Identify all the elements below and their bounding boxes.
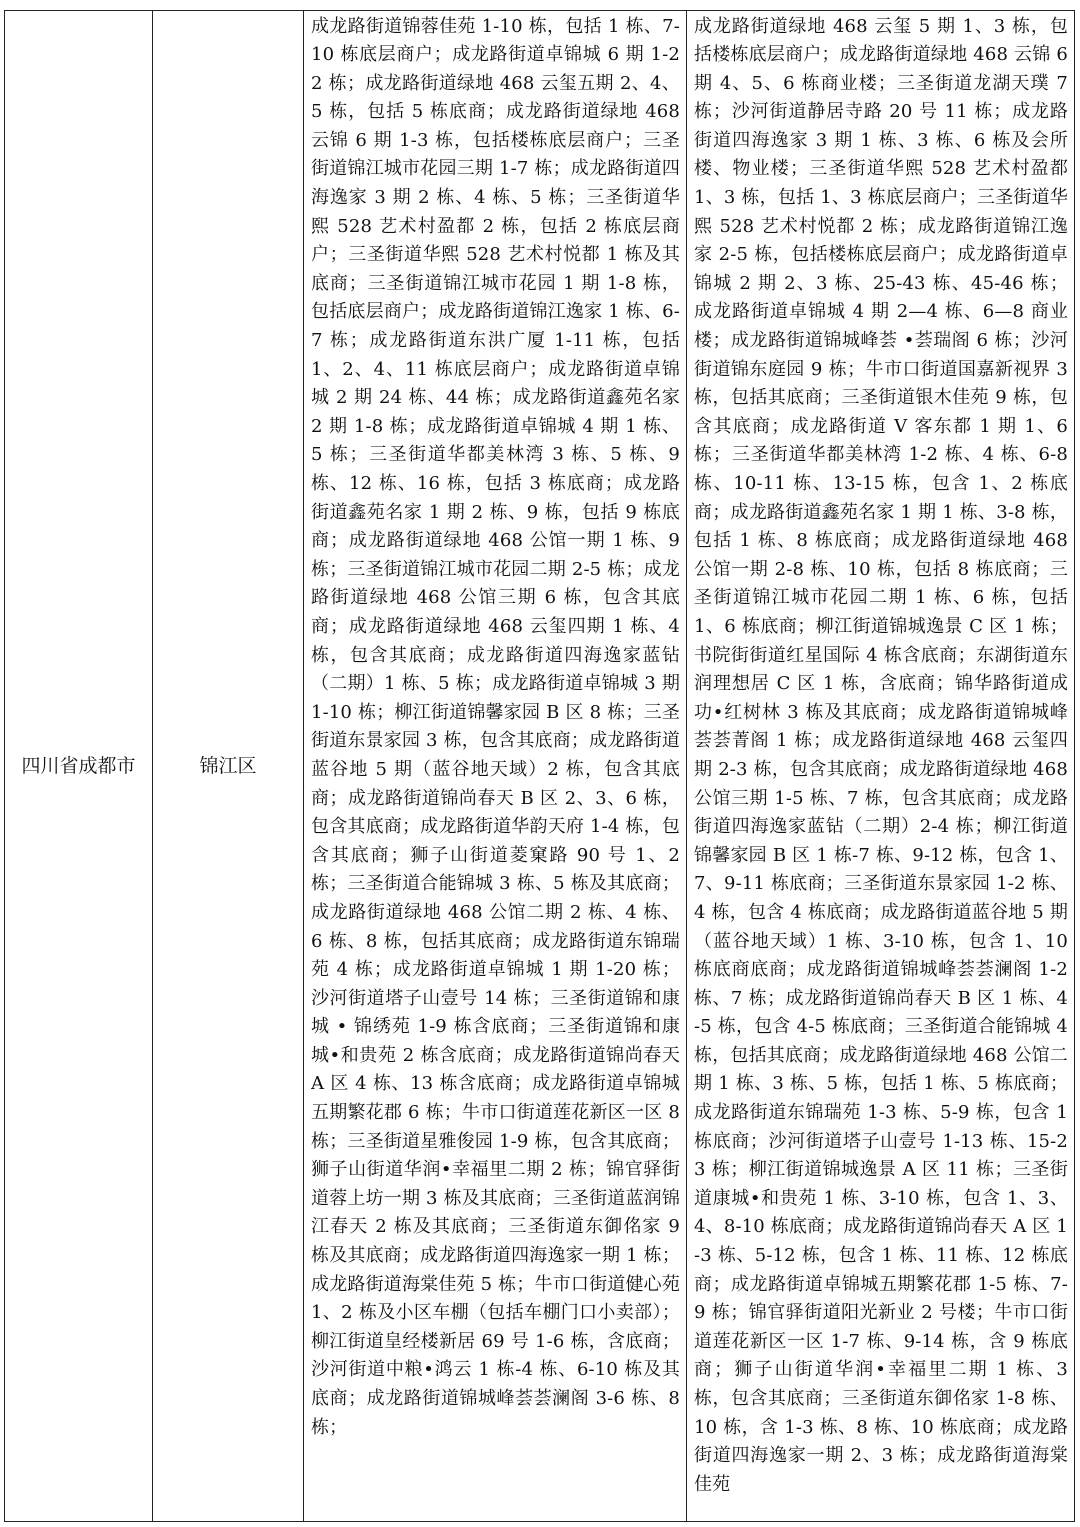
province-cell: [5, 11, 153, 1522]
province-label: 四川省成都市: [21, 755, 136, 777]
mid-risk-cell: [687, 11, 1075, 1522]
district-cell: [153, 11, 304, 1522]
mid-risk-area-list: 成龙路街道绿地 468 云玺 5 期 1、3 栋，包括楼栋底层商户；成龙路街道绿地 468 云锦 6 期 4、5、6 栋商业楼；三圣街道龙湖天璞 7 栋；沙河街道静居寺路 20 号 11 栋；成龙路街道四海逸家 3 期 1 栋、3 栋、6 栋及会所楼、物业楼；三圣街道华熙 528 艺术村盈都 1、3 栋，包括 1、3 栋底层商户；三圣街道华熙 528 艺术村悦都 2 栋；成龙路街道锦江逸家 2-5 栋，包括楼栋底层商户；成龙路街道卓锦城 2 期 2、3 栋、25-43 栋、45-46 栋；成龙路街道卓锦城 4 期 2—4 栋、6—8 商业楼；成龙路街道锦城峰荟 •荟瑞阁 6 栋；沙河街道锦东庭园 9 栋；牛市口街道国嘉新视界 3 栋，包括其底商；三圣街道银木佳苑 9 栋，包含其底商；成龙路街道 V 客东都 1 期 1、6 栋；三圣街道华都美林湾 1-2 栋、4 栋、6-8 栋、10-11 栋、13-15 栋，包含 1、2 栋底商；成龙路街道鑫苑名家 1 期 1 栋、3-8 栋，包括 1 栋、8 栋底商；成龙路街道绿地 468 公馆一期 2-8 栋、10 栋，包括 8 栋底商；三圣街道锦江城市花园二期 1 栋、6 栋，包括 1、6 栋底商；柳江街道锦城逸景 C 区 1 栋；书院街街道红星国际 4 栋含底商；东湖街道东润理想居 C 区 1 栋，含底商；锦华路街道成功•红树林 3 栋及其底商；成龙路街道锦城峰荟荟菁阁 1 栋；成龙路街道绿地 468 云玺四期 2-3 栋，包含其底商；成龙路街道绿地 468 公馆三期 1-5 栋、7 栋，包含其底商；成龙路街道四海逸家蓝钻（二期）2-4 栋；柳江街道锦馨家园 B 区 1 栋-7 栋、9-12 栋，包含 1、7、9-11 栋底商；三圣街道东景家园 1-2 栋、4 栋，包含 4 栋底商；成龙路街道蓝谷地 5 期（蓝谷地天域）1 栋、3-10 栋，包含 1、10 栋底商底商；成龙路街道锦城峰荟荟澜阁 1-2 栋、7 栋；成龙路街道锦尚春天 B 区 1 栋、4-5 栋，包含 4-5 栋底商；三圣街道合能锦城 4 栋，包括其底商；成龙路街道绿地 468 公馆二期 1 栋、3 栋、5 栋，包括 1 栋、5 栋底商；成龙路街道东锦瑞苑 1-3 栋、5-9 栋，包含 1 栋底商；沙河街道塔子山壹号 1-13 栋、15-23 栋；柳江街道锦城逸景 A 区 11 栋；三圣街道康城•和贵苑 1 栋、3-10 栋，包含 1、3、4、8-10 栋底商；成龙路街道锦尚春天 A 区 1-3 栋、5-12 栋，包含 1 栋、11 栋、12 栋底商；成龙路街道卓锦城五期繁花郡 1-5 栋、7-9 栋；锦官驿街道阳光新业 2 号楼；牛市口街道莲花新区一区 1-7 栋、9-14 栋，含 9 栋底商；狮子山街道华润•幸福里二期 1 栋、3 栋，包含其底商；三圣街道东御佲家 1-8 栋、10 栋，含 1-3 栋、8 栋、10 栋底商；成龙路街道四海逸家一期 2、3 栋；成龙路街道海棠佳苑: [694, 15, 1068, 1495]
low-risk-area-list: 成龙路街道锦蓉佳苑 1-10 栋，包括 1 栋、7-10 栋底层商户；成龙路街道卓锦城 6 期 1-22 栋；成龙路街道绿地 468 云玺五期 2、4、5 栋，包括 5 栋底商；成龙路街道绿地 468 云锦 6 期 1-3 栋，包括楼栋底层商户；三圣街道锦江城市花园三期 1-7 栋；成龙路街道四海逸家 3 期 2 栋、4 栋、5 栋；三圣街道华熙 528 艺术村盈都 2 栋，包括 2 栋底层商户；三圣街道华熙 528 艺术村悦都 1 栋及其底商；三圣街道锦江城市花园 1 期 1-8 栋，包括底层商户；成龙路街道锦江逸家 1 栋、6-7 栋；成龙路街道东洪广厦 1-11 栋，包括 1、2、4、11 栋底层商户；成龙路街道卓锦城 2 期 24 栋、44 栋；成龙路街道鑫苑名家 2 期 1-8 栋；成龙路街道卓锦城 4 期 1 栋、5 栋；三圣街道华都美林湾 3 栋、5 栋、9 栋、12 栋、16 栋，包括 3 栋底商；成龙路街道鑫苑名家 1 期 2 栋、9 栋，包括 9 栋底商；成龙路街道绿地 468 公馆一期 1 栋、9 栋；三圣街道锦江城市花园二期 2-5 栋；成龙路街道绿地 468 公馆三期 6 栋，包含其底商；成龙路街道绿地 468 云玺四期 1 栋、4 栋，包含其底商；成龙路街道四海逸家蓝钻（二期）1 栋、5 栋；成龙路街道卓锦城 3 期 1-10 栋；柳江街道锦馨家园 B 区 8 栋；三圣街道东景家园 3 栋，包含其底商；成龙路街道蓝谷地 5 期（蓝谷地天域）2 栋，包含其底商；成龙路街道锦尚春天 B 区 2、3、6 栋，包含其底商；成龙路街道华韵天府 1-4 栋，包含其底商；狮子山街道菱窠路 90 号 1、2 栋；三圣街道合能锦城 3 栋、5 栋及其底商；成龙路街道绿地 468 公馆二期 2 栋、4 栋、6 栋、8 栋，包括其底商；成龙路街道东锦瑞苑 4 栋；成龙路街道卓锦城 1 期 1-20 栋；沙河街道塔子山壹号 14 栋；三圣街道锦和康城 • 锦绣苑 1-9 栋含底商；三圣街道锦和康城•和贵苑 2 栋含底商；成龙路街道锦尚春天 A 区 4 栋、13 栋含底商；成龙路街道卓锦城五期繁花郡 6 栋；牛市口街道莲花新区一区 8 栋；三圣街道星雅俊园 1-9 栋，包含其底商；狮子山街道华润•幸福里二期 2 栋；锦官驿街道蓉上坊一期 3 栋及其底商；三圣街道蓝润锦江春天 2 栋及其底商；三圣街道东御佲家 9 栋及其底商；成龙路街道四海逸家一期 1 栋；成龙路街道海棠佳苑 5 栋；牛市口街道健心苑 1、2 栋及小区车棚（包括车棚门口小卖部）；柳江街道皇经楼新居 69 号 1-6 栋，含底商；沙河街道中粮•鸿云 1 栋-4 栋、6-10 栋及其底商；成龙路街道锦城峰荟荟澜阁 3-6 栋、8 栋；: [311, 15, 680, 1438]
district-label: 锦江区: [199, 755, 257, 777]
risk-area-table: [4, 10, 1075, 1522]
low-risk-cell: [304, 11, 687, 1522]
table-row: [5, 11, 1075, 1522]
